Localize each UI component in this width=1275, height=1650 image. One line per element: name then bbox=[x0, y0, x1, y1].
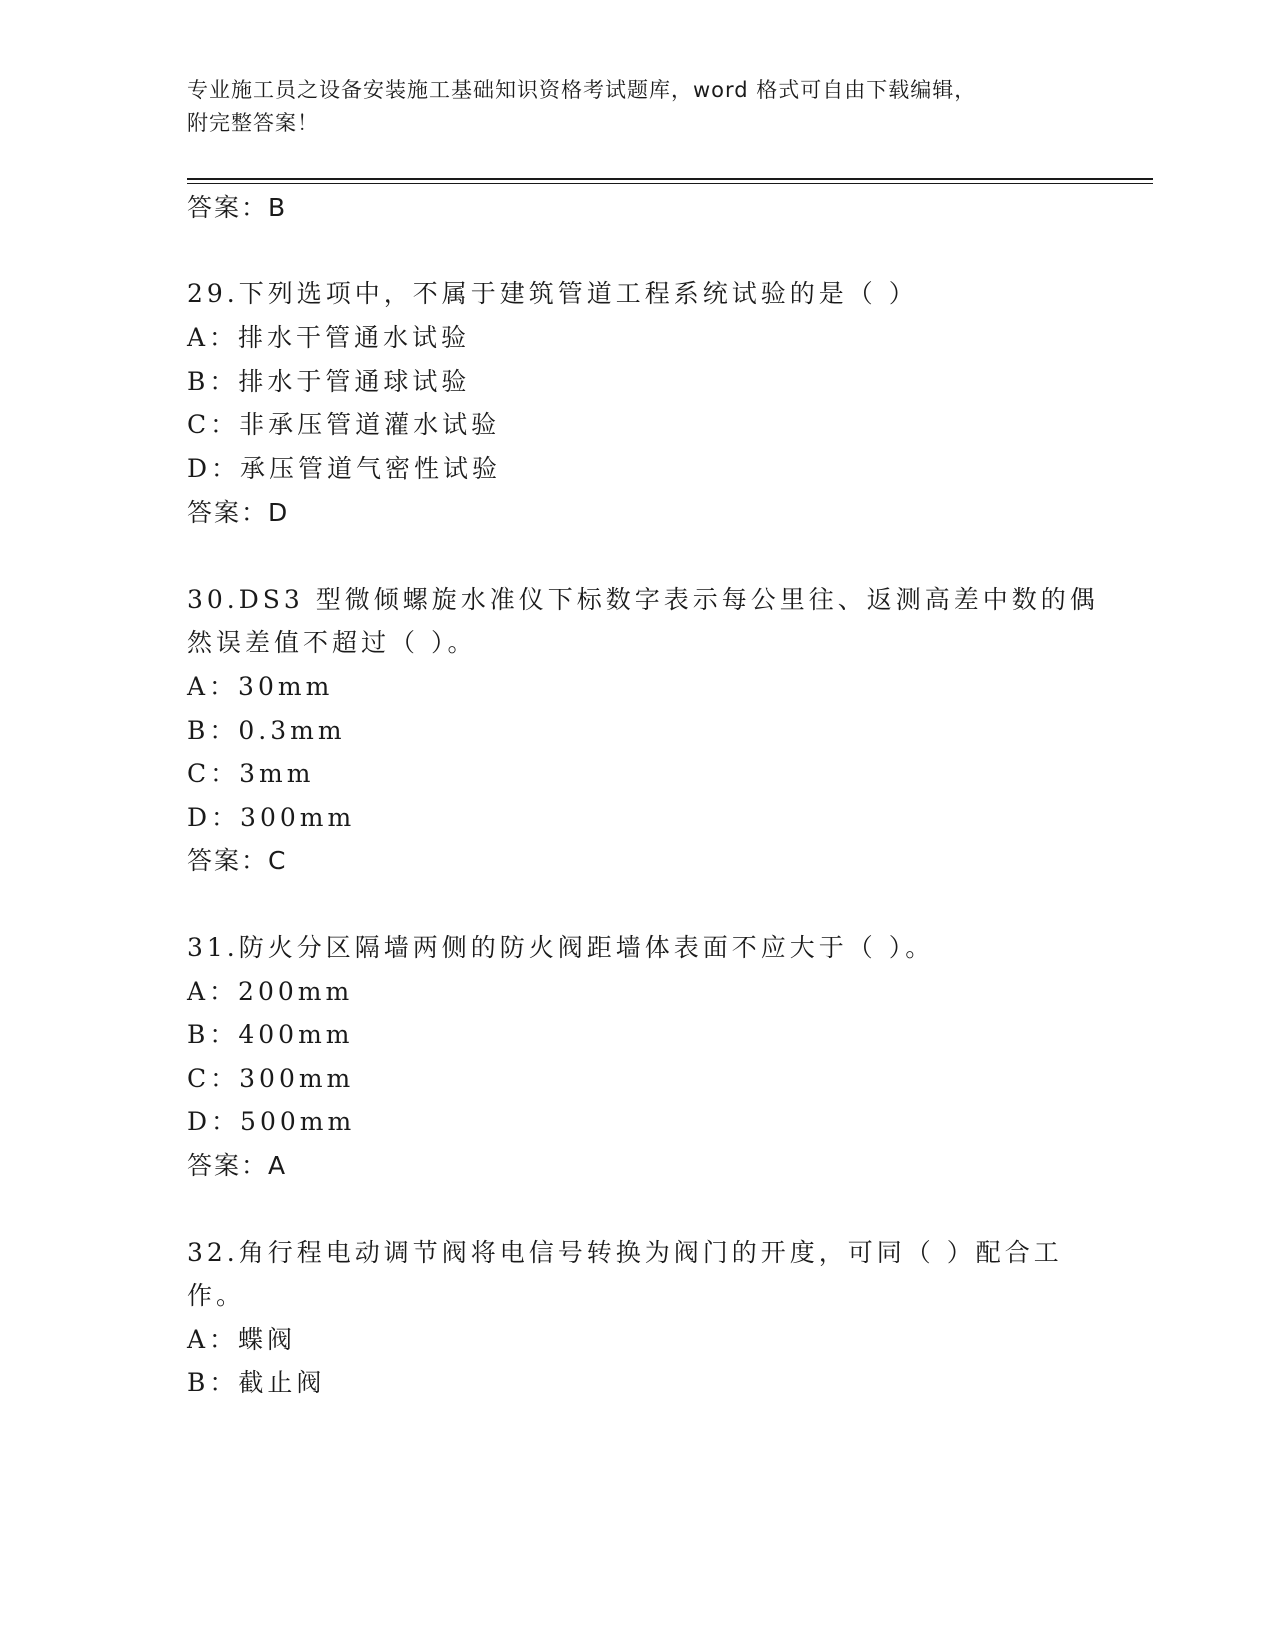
question-32-stem-line-1: 32.角行程电动调节阀将电信号转换为阀门的开度，可同（ ）配合工 bbox=[187, 1238, 1063, 1267]
question-31-stem: 31.防火分区隔墙两侧的防火阀距墙体表面不应大于（ ）。 bbox=[187, 933, 935, 962]
question-30-option-b: B：0.3mm bbox=[187, 716, 346, 745]
question-30-stem-line-2: 然误差值不超过（ ）。 bbox=[187, 628, 477, 657]
header-line-2: 附完整答案！ bbox=[187, 111, 319, 135]
question-31-option-b: B：400mm bbox=[187, 1020, 354, 1049]
header-rule-thin bbox=[187, 183, 1153, 184]
question-32-option-b: B：截止阀 bbox=[187, 1368, 326, 1397]
previous-answer: 答案：B bbox=[187, 193, 288, 222]
question-31-option-a: A：200mm bbox=[187, 977, 354, 1006]
question-29-option-b: B：排水于管通球试验 bbox=[187, 367, 471, 396]
question-32-option-a: A：蝶阀 bbox=[187, 1325, 297, 1354]
header-rule-thick bbox=[187, 178, 1153, 180]
header-line-1: 专业施工员之设备安装施工基础知识资格考试题库，word 格式可自由下载编辑， bbox=[187, 78, 977, 102]
question-29-option-a: A：排水干管通水试验 bbox=[187, 323, 471, 352]
question-30-option-a: A：30mm bbox=[187, 672, 334, 701]
question-30-option-c: C：3mm bbox=[187, 759, 315, 788]
question-31-answer: 答案：A bbox=[187, 1151, 288, 1180]
question-31-option-c: C：300mm bbox=[187, 1064, 355, 1093]
question-30-answer: 答案：C bbox=[187, 846, 288, 875]
question-29-answer: 答案：D bbox=[187, 498, 290, 527]
question-31-option-d: D：500mm bbox=[187, 1107, 356, 1136]
document-header bbox=[187, 74, 1067, 140]
question-30-stem-line-1: 30.DS3 型微倾螺旋水准仪下标数字表示每公里往、返测高差中数的偶 bbox=[187, 585, 1099, 614]
question-29-option-d: D：承压管道气密性试验 bbox=[187, 454, 502, 483]
question-29-stem: 29.下列选项中，不属于建筑管道工程系统试验的是（ ） bbox=[187, 279, 918, 308]
question-32-stem-line-2: 作。 bbox=[187, 1281, 246, 1310]
question-29-option-c: C：非承压管道灌水试验 bbox=[187, 410, 501, 439]
question-30-option-d: D：300mm bbox=[187, 803, 356, 832]
